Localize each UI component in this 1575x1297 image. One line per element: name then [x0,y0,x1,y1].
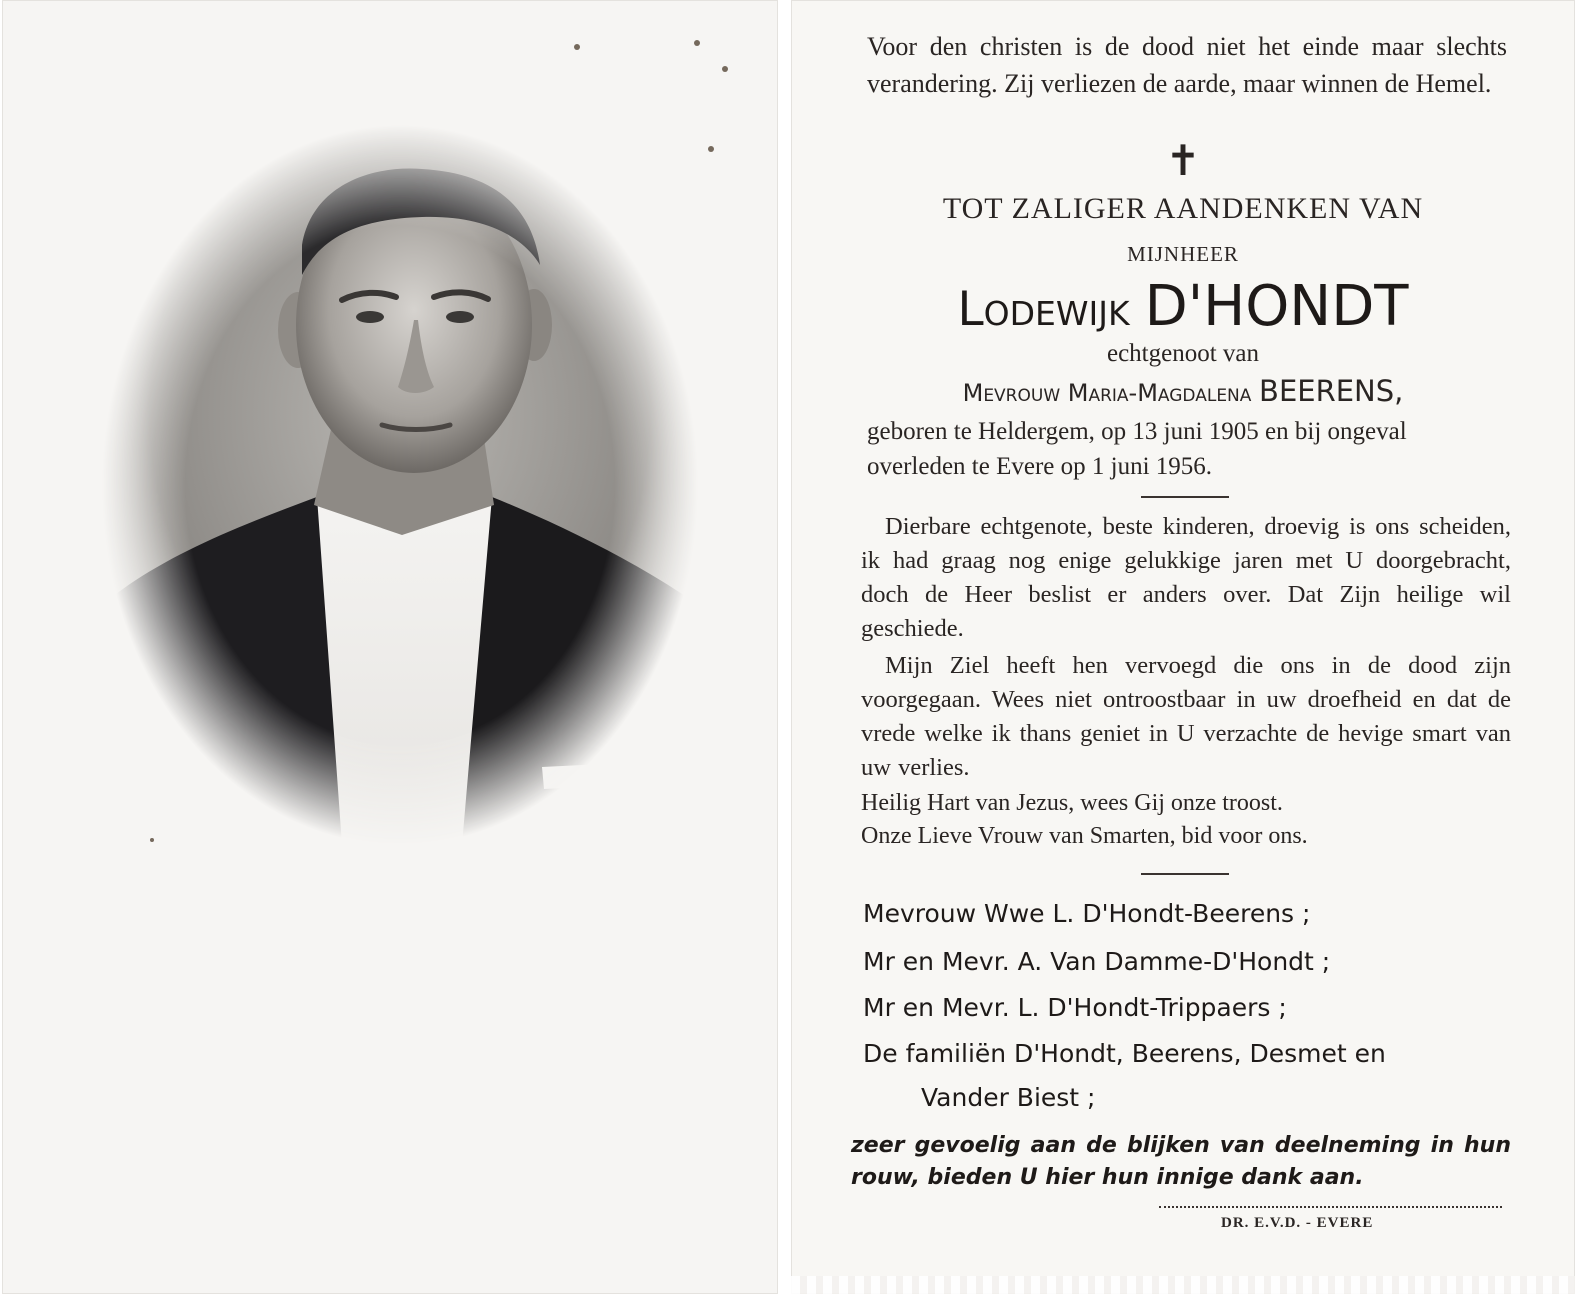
stain-speck [694,40,700,46]
photo-card [2,0,778,1294]
deceased-first-name: Lodewijk [957,282,1130,337]
mourner-line: Mr en Mevr. L. D'Hondt-Trippaers ; [863,993,1287,1022]
mourner-line: Mevrouw Wwe L. D'Hondt-Beerens ; [863,899,1311,928]
soul-paragraph: Mijn Ziel heeft hen vervoegd die ons in de dood zijn voorgegaan. Wees niet ontroostbaar in uw droefheid en dat de vrede welke ik thans geniet in U verzachte de hevige smart van uw verlies. [861,652,1511,781]
mourner-line: Vander Biest ; [921,1083,1096,1112]
stain-speck [722,66,728,72]
printer-credit: DR. E.V.D. - EVERE [1221,1215,1374,1231]
prayer-line: Onze Lieve Vrouw van Smarten, bid voor ons. [861,823,1308,849]
divider [1141,873,1229,875]
spouse-of-label: echtgenoot van [1106,340,1260,367]
deceased-name [791,276,1575,341]
spouse-name [791,372,1575,412]
divider [1141,496,1229,498]
portrait-illustration [102,125,698,845]
portrait-photo [102,125,698,845]
stain-speck [708,146,714,152]
dotted-divider [1159,1206,1502,1208]
torn-edge [791,1276,1575,1294]
mourner-line: Mr en Mevr. A. Van Damme-D'Hondt ; [863,947,1331,976]
text-card [791,0,1575,1294]
spouse-surname: BEERENS, [1259,374,1404,408]
thanks-text: zeer gevoelig aan de blijken van deelneming in hun rouw, bieden U hier hun innige dank aan. [851,1133,1511,1190]
birth-death-text: geboren te Heldergem, op 13 juni 1905 en bij ongeval overleden te Evere op 1 juni 1956. [867,418,1407,480]
deceased-surname: D'HONDT [1144,274,1409,339]
stain-speck [150,838,154,842]
farewell-paragraph: Dierbare echtgenote, beste kinderen, droevig is ons scheiden, ik had graag nog enige gelukkige jaren met U doorgebracht, doch de Heer beslist er anders over. Dat Zijn heilige wil geschiede. [861,513,1511,642]
spouse-first-names: Mevrouw Maria-Magdalena [962,379,1252,407]
opening-quote: Voor den christen is de dood niet het einde maar slechts verandering. Zij verliezen de aarde, maar winnen de Hemel. [867,32,1507,98]
memorial-heading: TOT ZALIGER AANDENKEN VAN [942,192,1424,225]
cross-icon: ✝ [1165,136,1201,185]
prayer-line: Heilig Hart van Jezus, wees Gij onze troost. [861,790,1283,816]
mourner-line: De familiën D'Hondt, Beerens, Desmet en [863,1039,1386,1068]
stain-speck [574,44,580,50]
honorific: MIJNHEER [1127,242,1239,266]
